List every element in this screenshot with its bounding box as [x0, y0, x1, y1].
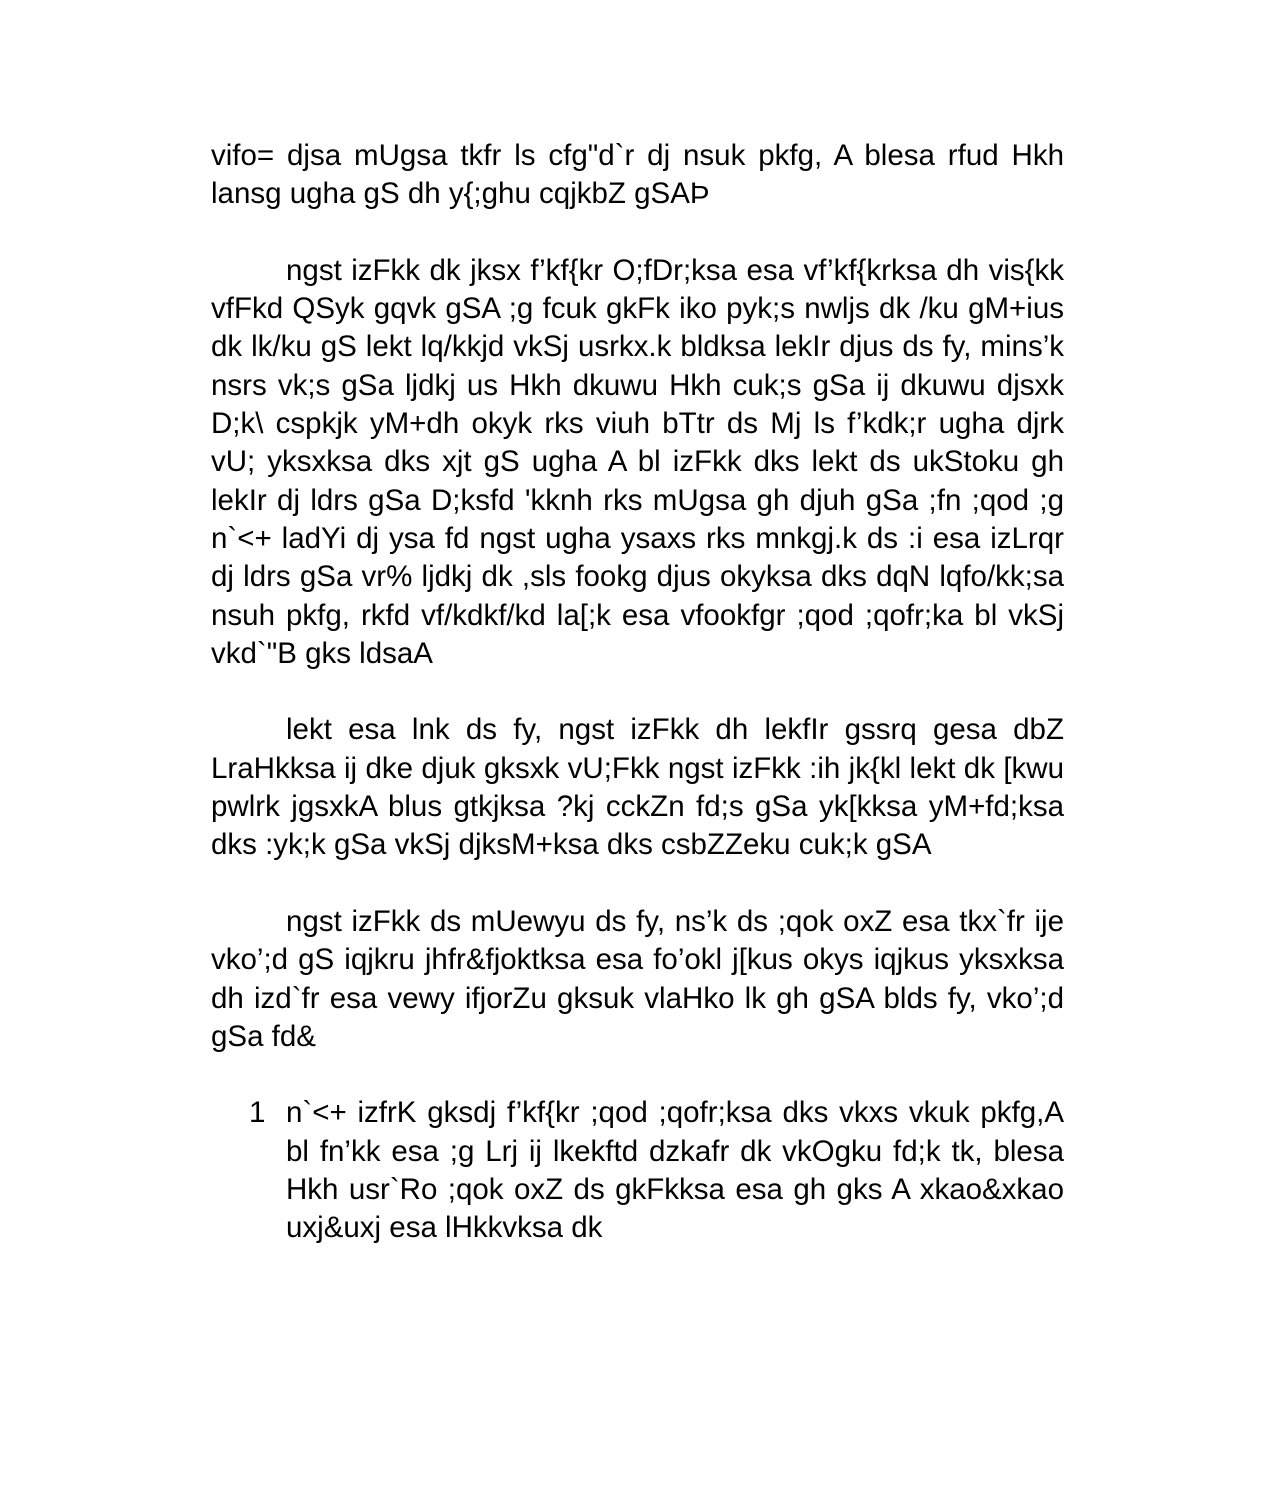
- paragraph-spacer: [211, 1056, 1064, 1094]
- paragraph-spacer: [211, 673, 1064, 711]
- list-item-number: 1: [249, 1096, 266, 1130]
- paragraph-spacer: [211, 214, 1064, 252]
- paragraph-spacer: [211, 865, 1064, 903]
- document-page: [211, 137, 1064, 1248]
- paragraph-1: vifo= djsa mUgsa tkfr ls cfg"d`r dj nsuk pkfg, A blesa rfud Hkh lansg ugha gS dh y{;ghu cqjkbZ gSAÞ: [211, 139, 1064, 211]
- list-item-text: n`<+ izfrK gksdj f’kf{kr ;qod ;qofr;ksa dks vkxs vkuk pkfg,A bl fn’kk esa ;g Lrj ij lkekftd dzkafr dk vkOgku fd;k tk, blesa Hkh usr`Ro ;qok oxZ ds gkFkksa esa gh gks A xkao&xkao uxj&uxj esa lHkkvksa dk: [286, 1096, 1064, 1245]
- paragraph-3: lekt esa lnk ds fy, ngst izFkk dh lekfIr gssrq gesa dbZ LraHkksa ij dke djuk gksxk vU;Fkk ngst izFkk :ih jk{kl lekt dk [kwu pwlrk jgsxkA blus gtkjksa ?kj cckZn fd;s gSa yk[kksa yM+fd;ksa dks :yk;k gSa vkSj djksM+ksa dks csbZZeku cuk;k gSA: [211, 713, 1064, 862]
- paragraph-2: ngst izFkk dk jksx f’kf{kr O;fDr;ksa esa vf’kf{krksa dh vis{kk vfFkd QSyk gqvk gSA ;g fcuk gkFk iko pyk;s nwljs dk /ku gM+ius dk lk/ku gS lekt lq/kkjd vkSj usrkx.k bldksa lekIr djus ds fy, mins’k nsrs vk;s gSa ljdkj us Hkh dkuwu Hkh cuk;s gSa ij dkuwu djsxk D;k\ cspkjk yM+dh okyk rks viuh bTtr ds Mj ls f’kdk;r ugha djrk vU; yksxksa dks xjt gS ugha A bl izFkk dks lekt ds ukStoku gh lekIr dj ldrs gSa D;ksfd 'kknh rks mUgsa gh djuh gSa ;fn ;qod ;g n`<+ ladYi dj ysa fd ngst ugha ysaxs rks mnkgj.k ds :i esa izLrqr dj ldrs gSa vr% ljdkj dk ,sls fookg djus okyksa dks dqN lqfo/kk;sa nsuh pkfg, rkfd vf/kdkf/kd la[;k esa vfookfgr ;qod ;qofr;ka bl vkSj vkd`"B gks ldsaA: [211, 253, 1064, 670]
- paragraph-4: ngst izFkk ds mUewyu ds fy, ns’k ds ;qok oxZ esa tkx`fr ije vko’;d gS iqjkru jhfr&fjoktksa esa fo’okl j[kus okys iqjkus yksxksa dh izd`fr esa vewy ifjorZu gksuk vlaHko lk gh gSA blds fy, vko’;d gSa fd&: [211, 904, 1064, 1053]
- list-item: [211, 1094, 1064, 1247]
